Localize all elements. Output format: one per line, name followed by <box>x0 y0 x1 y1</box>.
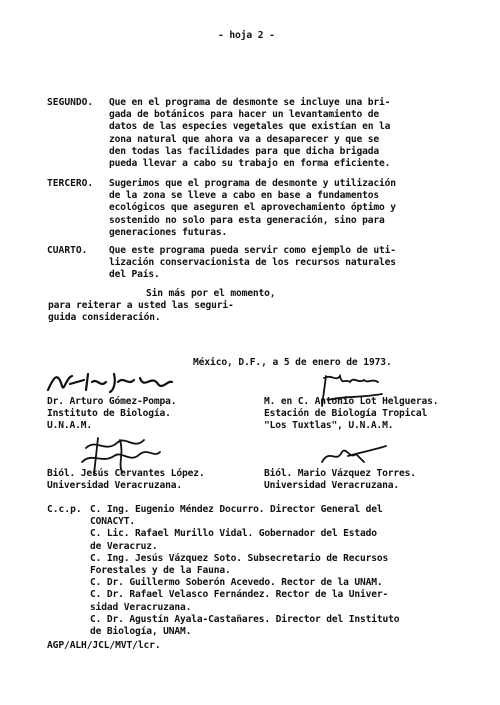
ccp-line: de Veracruz. <box>90 540 158 552</box>
section-label-segundo: SEGUNDO. <box>47 97 94 108</box>
text-line: de la zona se lleve a cabo en base a fundamentos <box>109 190 380 202</box>
text-line: Sugerimos que el programa de desmonte y utilización <box>109 178 396 189</box>
section-body-tercero <box>109 178 396 239</box>
text-line: pueda llevar a cabo su trabajo en forma eficiente. <box>109 158 391 170</box>
ccp-line: CONACYT. <box>90 516 136 528</box>
text-line: lización conservacionista de los recursos naturales <box>109 257 396 269</box>
signatory-line: Estación de Biología Tropical <box>264 408 428 420</box>
ccp-line: sidad Veracruzana. <box>90 601 192 613</box>
signatory-name: Biól. Mario Vázquez Torres. <box>264 468 416 479</box>
ccp-line: C. Ing. Jesús Vázquez Soto. Subsecretario de Recursos <box>90 552 389 564</box>
ccp-line: C. Dr. Agustín Ayala-Castañares. Director del Instituto <box>90 613 400 625</box>
text-line: datos de las especies vegetales que existían en la <box>109 121 391 133</box>
text-line: del País. <box>109 269 160 281</box>
ccp-line: C. Lic. Rafael Murillo Vidal. Gobernador del Estado <box>90 528 377 540</box>
signatory-gomez-pompa <box>47 396 176 433</box>
ccp-line: de Biología, UNAM. <box>90 626 192 638</box>
text-line: gada de botánicos para hacer un levantamiento de <box>109 109 380 121</box>
signatory-cervantes <box>47 468 205 492</box>
section-label-tercero: TERCERO. <box>47 178 94 189</box>
signatory-name: Biól. Jesús Cervantes López. <box>47 468 205 479</box>
ccp-line: C. Ing. Eugenio Méndez Docurro. Director General del <box>90 504 383 515</box>
signatory-line: Instituto de Biología. <box>47 408 171 420</box>
signatory-name: M. en C. Antonio Lot Helgueras. <box>264 396 439 407</box>
text-line: zona natural que ahora va a desaparecer y que se <box>109 133 380 145</box>
text-line: sostenido no solo para esta generación, sino para <box>109 214 385 226</box>
signature-vazquez-torres <box>318 442 388 468</box>
text-line: Que este programa pueda servir como ejemplo de uti- <box>109 245 396 256</box>
text-line: ecológicos que aseguren el aprovechamiento óptimo y <box>109 202 396 214</box>
signatory-line: Universidad Veracruzana. <box>47 480 183 492</box>
section-body-cuarto <box>109 245 396 282</box>
text-line: Que en el programa de desmonte se incluye una bri- <box>109 97 391 108</box>
text-line: generaciones futuras. <box>109 226 228 238</box>
signatory-name: Dr. Arturo Gómez-Pompa. <box>47 396 177 407</box>
text-line: Sin más por el momento, <box>146 288 276 299</box>
signature-gomez-pompa <box>44 368 174 396</box>
text-line: den todas las facilidades para que dicha brigada <box>109 145 380 157</box>
ccp-line: C. Dr. Rafael Velasco Fernández. Rector de la Univer- <box>90 589 389 601</box>
section-label-cuarto: CUARTO. <box>47 245 88 256</box>
ccp-list <box>90 504 399 638</box>
page-number: - hoja 2 - <box>218 30 275 41</box>
closing-paragraph <box>48 288 275 325</box>
ccp-line: Forestales y de la Fauna. <box>90 565 231 577</box>
signatory-line: "Los Tuxtlas", U.N.A.M. <box>264 420 394 432</box>
reference-initials: AGP/ALH/JCL/MVT/lcr. <box>47 640 161 651</box>
signatory-line: Universidad Veracruzana. <box>264 480 400 492</box>
signatory-vazquez-torres <box>264 468 416 492</box>
signatory-line: U.N.A.M. <box>47 420 93 432</box>
ccp-line: C. Dr. Guillermo Soberón Acevedo. Rector de la UNAM. <box>90 577 383 589</box>
text-line: guida consideración. <box>48 312 161 324</box>
text-line: para reiterar a usted las seguri- <box>48 300 234 312</box>
signatory-lot-helgueras <box>264 396 438 433</box>
section-body-segundo <box>109 97 390 170</box>
place-date: México, D.F., a 5 de enero de 1973. <box>193 357 392 368</box>
ccp-label: C.c.p. <box>47 504 82 515</box>
